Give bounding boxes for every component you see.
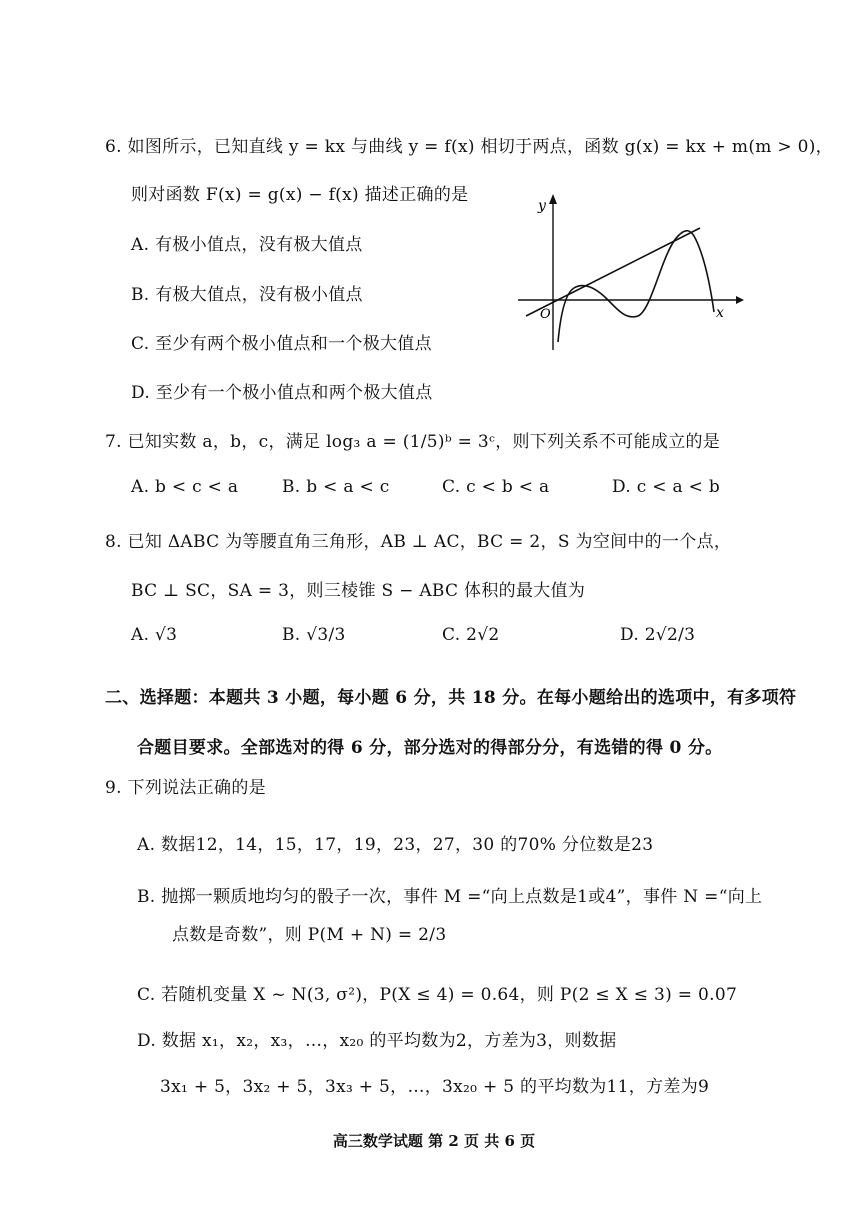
section2-instructions-line2: 合题目要求。全部选对的得 6 分，部分选对的得部分分，有选错的得 0 分。 [137,738,723,758]
q9-option-c: C. 若随机变量 X ~ N(3, σ²)，P(X ≤ 4) = 0.64，则 P(2 ≤ X ≤ 3) = 0.07 [137,985,738,1005]
page-footer: 高三数学试题 第 2 页 共 6 页 [332,1132,536,1150]
q7-option-c: C. c < b < a [442,477,550,497]
q9-stem: 9. 下列说法正确的是 [105,778,266,798]
q7-option-d: D. c < a < b [612,477,721,497]
q9-option-b-line1: B. 抛掷一颗质地均匀的骰子一次，事件 M =“向上点数是1或4”，事件 N =“向上 [137,887,763,907]
q6-option-c: C. 至少有两个极小值点和一个极大值点 [131,334,432,354]
q8-option-d: D. 2√2/3 [620,625,696,645]
q7-option-b: B. b < a < c [282,477,390,497]
q7-option-a: A. b < c < a [131,477,239,497]
origin-label: O [540,307,551,322]
q8-option-c: C. 2√2 [442,625,500,645]
curve-f [558,231,714,342]
q6-option-d: D. 至少有一个极小值点和两个极大值点 [131,383,433,403]
section2-instructions-line1: 二、选择题：本题共 3 小题，每小题 6 分，共 18 分。在每小题给出的选项中，有多项符 [105,688,797,708]
x-axis-arrow [736,296,744,304]
q6-option-b: B. 有极大值点，没有极小值点 [131,285,363,305]
q6-stem-line2: 则对函数 F(x) = g(x) − f(x) 描述正确的是 [131,185,469,205]
q7-stem: 7. 已知实数 a，b，c，满足 log₃ a = (1/5)ᵇ = 3ᶜ，则下列关系不可能成立的是 [105,432,721,452]
y-axis-arrow [549,194,557,204]
q8-stem-line1: 8. 已知 ΔABC 为等腰直角三角形，AB ⊥ AC，BC = 2，S 为空间中的一个点， [105,532,732,552]
x-axis-label: x [716,305,724,321]
q8-stem-line2: BC ⊥ SC，SA = 3，则三棱锥 S − ABC 体积的最大值为 [131,581,586,601]
q9-option-b-line2: 点数是奇数”，则 P(M + N) = 2/3 [172,925,447,945]
q9-option-d-line2: 3x₁ + 5，3x₂ + 5，3x₃ + 5，…，3x₂₀ + 5 的平均数为11，方差为9 [160,1077,710,1097]
q6-stem-line1: 6. 如图所示，已知直线 y = kx 与曲线 y = f(x) 相切于两点，函数 g(x) = kx + m(m > 0)， [105,137,833,157]
q9-option-a: A. 数据12，14，15，17，19，23，27，30 的70% 分位数是23 [137,835,654,855]
y-axis-label: y [538,198,546,214]
q6-option-a: A. 有极小值点，没有极大值点 [131,235,363,255]
q9-option-d-line1: D. 数据 x₁，x₂，x₃，…，x₂₀ 的平均数为2，方差为3，则数据 [137,1031,617,1051]
q8-option-a: A. √3 [131,625,178,645]
q6-function-graph [518,192,744,352]
q8-option-b: B. √3/3 [282,625,346,645]
